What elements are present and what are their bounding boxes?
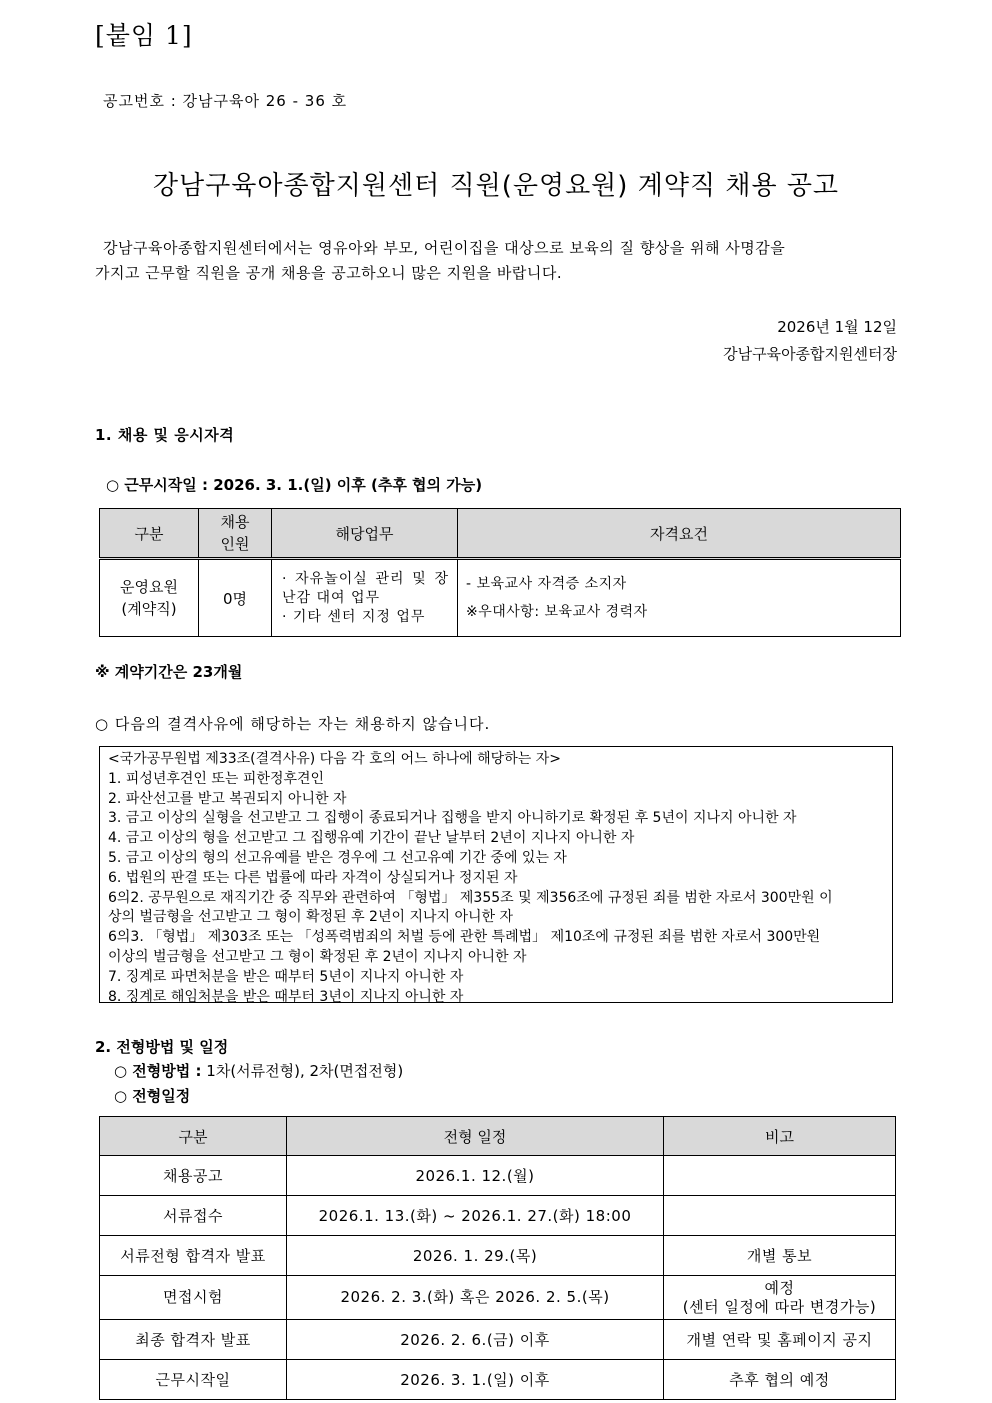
header-headcount-line1: 채용: [220, 513, 250, 531]
cell-note: [664, 1276, 896, 1320]
disqualification-item: 6의3. 「형법」 제303조 또는 「성폭력범죄의 처벌 등에 관한 특례법」 제10조에 규정된 죄를 범한 자로서 300만원: [108, 929, 821, 946]
notice-date: 2026년 1월 12일: [777, 318, 897, 336]
cell-schedule: 2026. 2. 3.(화) 혹은 2026. 2. 5.(목): [287, 1276, 664, 1320]
header-note: 비고: [664, 1117, 896, 1156]
schedule-table: [99, 1116, 896, 1400]
disqualification-item: 이상의 벌금형을 선고받고 그 형이 확정된 후 2년이 지나지 아니한 자: [108, 948, 527, 965]
cell-note: 추후 협의 예정: [664, 1360, 896, 1400]
schedule-lead: ○ 전형일정: [114, 1087, 191, 1105]
table-row: [100, 1276, 896, 1320]
intro-line-2: 가지고 근무할 직원을 공개 채용을 공고하오니 많은 지원을 바랍니다.: [95, 264, 563, 282]
table-row: [100, 1360, 896, 1400]
cell-duties: [272, 559, 458, 637]
cell-stage: 서류접수: [100, 1196, 287, 1236]
table-row: [100, 1320, 896, 1360]
header-qualifications: 자격요건: [458, 509, 901, 559]
page-title: 강남구육아종합지원센터 직원(운영요원) 계약직 채용 공고: [152, 171, 840, 201]
disqualification-box: [99, 746, 893, 1003]
disqualification-item: 6의2. 공무원으로 재직기간 중 직무와 관련하여 「형법」 제355조 및 제356조에 규정된 죄를 범한 자로서 300만원 이: [108, 889, 833, 906]
cell-note: 개별 연락 및 홈페이지 공지: [664, 1320, 896, 1360]
selection-method: [114, 1060, 403, 1081]
section-2-heading: 2. 전형방법 및 일정: [95, 1038, 229, 1056]
cell-schedule: 2026. 2. 6.(금) 이후: [287, 1320, 664, 1360]
duty-item: · 기타 센터 지정 업무: [282, 608, 426, 625]
cell-category: [100, 559, 199, 637]
duty-item: · 자유놀이실 관리 및 장난감 대여 업무: [282, 570, 449, 606]
attachment-label: [붙임 1]: [95, 21, 193, 50]
disqualification-item: 7. 징계로 파면처분을 받은 때부터 5년이 지나지 아니한 자: [108, 968, 464, 985]
note-line1: 예정: [764, 1278, 795, 1297]
start-date-line: ○ 근무시작일 : 2026. 3. 1.(일) 이후 (추후 협의 가능): [106, 476, 483, 494]
cell-stage: 서류전형 합격자 발표: [100, 1236, 287, 1276]
disqualification-item: 4. 금고 이상의 형을 선고받고 그 집행유예 기간이 끝난 날부터 2년이 지나지 아니한 자: [108, 830, 635, 847]
category-line1: 운영요원: [120, 578, 178, 596]
cell-stage: 채용공고: [100, 1156, 287, 1196]
signer: 강남구육아종합지원센터장: [723, 345, 897, 363]
note-line2: (센터 일정에 따라 변경가능): [682, 1297, 877, 1316]
table-row: [100, 559, 901, 637]
method-value: 1차(서류전형), 2차(면접전형): [206, 1062, 404, 1080]
header-headcount: [199, 509, 272, 559]
disqualification-item: 상의 벌금형을 선고받고 그 형이 확정된 후 2년이 지나지 아니한 자: [108, 909, 514, 926]
cell-note: 개별 통보: [664, 1236, 896, 1276]
cell-stage: 면접시험: [100, 1276, 287, 1320]
cell-headcount: 0명: [199, 559, 272, 637]
disqualification-item: 6. 법원의 판결 또는 다른 법률에 따라 자격이 상실되거나 정지된 자: [108, 869, 518, 886]
table-row: [100, 1196, 896, 1236]
cell-schedule: 2026. 1. 29.(목): [287, 1236, 664, 1276]
recruitment-table: [99, 508, 901, 637]
header-duties: 해당업무: [272, 509, 458, 559]
section-1-heading: 1. 채용 및 응시자격: [95, 426, 235, 444]
header-stage: 구분: [100, 1117, 287, 1156]
disqualification-item: 3. 금고 이상의 실형을 선고받고 그 집행이 종료되거나 집행을 받지 아니하기로 확정된 후 5년이 지나지 아니한 자: [108, 810, 797, 827]
header-schedule: 전형 일정: [287, 1117, 664, 1156]
disqualification-item: 2. 파산선고를 받고 복권되지 아니한 자: [108, 790, 347, 807]
notice-number: 공고번호 : 강남구육아 26 - 36 호: [103, 92, 348, 110]
disqualification-item: 1. 피성년후견인 또는 피한정후견인: [108, 770, 325, 787]
disqualification-lead: ○ 다음의 결격사유에 해당하는 자는 채용하지 않습니다.: [95, 715, 491, 733]
table-row: [100, 1236, 896, 1276]
cell-note: [664, 1156, 896, 1196]
intro-line-1: 강남구육아종합지원센터에서는 영유아와 부모, 어린이집을 대상으로 보육의 질 향상을 위해 사명감을: [103, 239, 786, 257]
contract-period: ※ 계약기간은 23개월: [95, 663, 243, 681]
table-row: [100, 1156, 896, 1196]
disqualification-item: 8. 징계로 해임처분을 받은 때부터 3년이 지나지 아니한 자: [108, 988, 464, 1005]
disqualification-item: <국가공무원법 제33조(결격사유) 다음 각 호의 어느 하나에 해당하는 자>: [108, 751, 561, 767]
cell-schedule: 2026.1. 12.(월): [287, 1156, 664, 1196]
cell-qualifications: [458, 559, 901, 637]
category-line2: (계약직): [121, 600, 177, 618]
header-category: 구분: [100, 509, 199, 559]
cell-note: [664, 1196, 896, 1236]
cell-schedule: 2026. 3. 1.(일) 이후: [287, 1360, 664, 1400]
method-label: ○ 전형방법 :: [114, 1062, 202, 1080]
cell-stage: 최종 합격자 발표: [100, 1320, 287, 1360]
qualification-item: - 보육교사 자격증 소지자: [466, 576, 627, 592]
qualification-item: ※우대사항: 보육교사 경력자: [466, 604, 648, 620]
disqualification-item: 5. 금고 이상의 형의 선고유예를 받은 경우에 그 선고유예 기간 중에 있는 자: [108, 849, 567, 866]
cell-stage: 근무시작일: [100, 1360, 287, 1400]
header-headcount-line2: 인원: [220, 535, 250, 553]
cell-schedule: 2026.1. 13.(화) ~ 2026.1. 27.(화) 18:00: [287, 1196, 664, 1236]
